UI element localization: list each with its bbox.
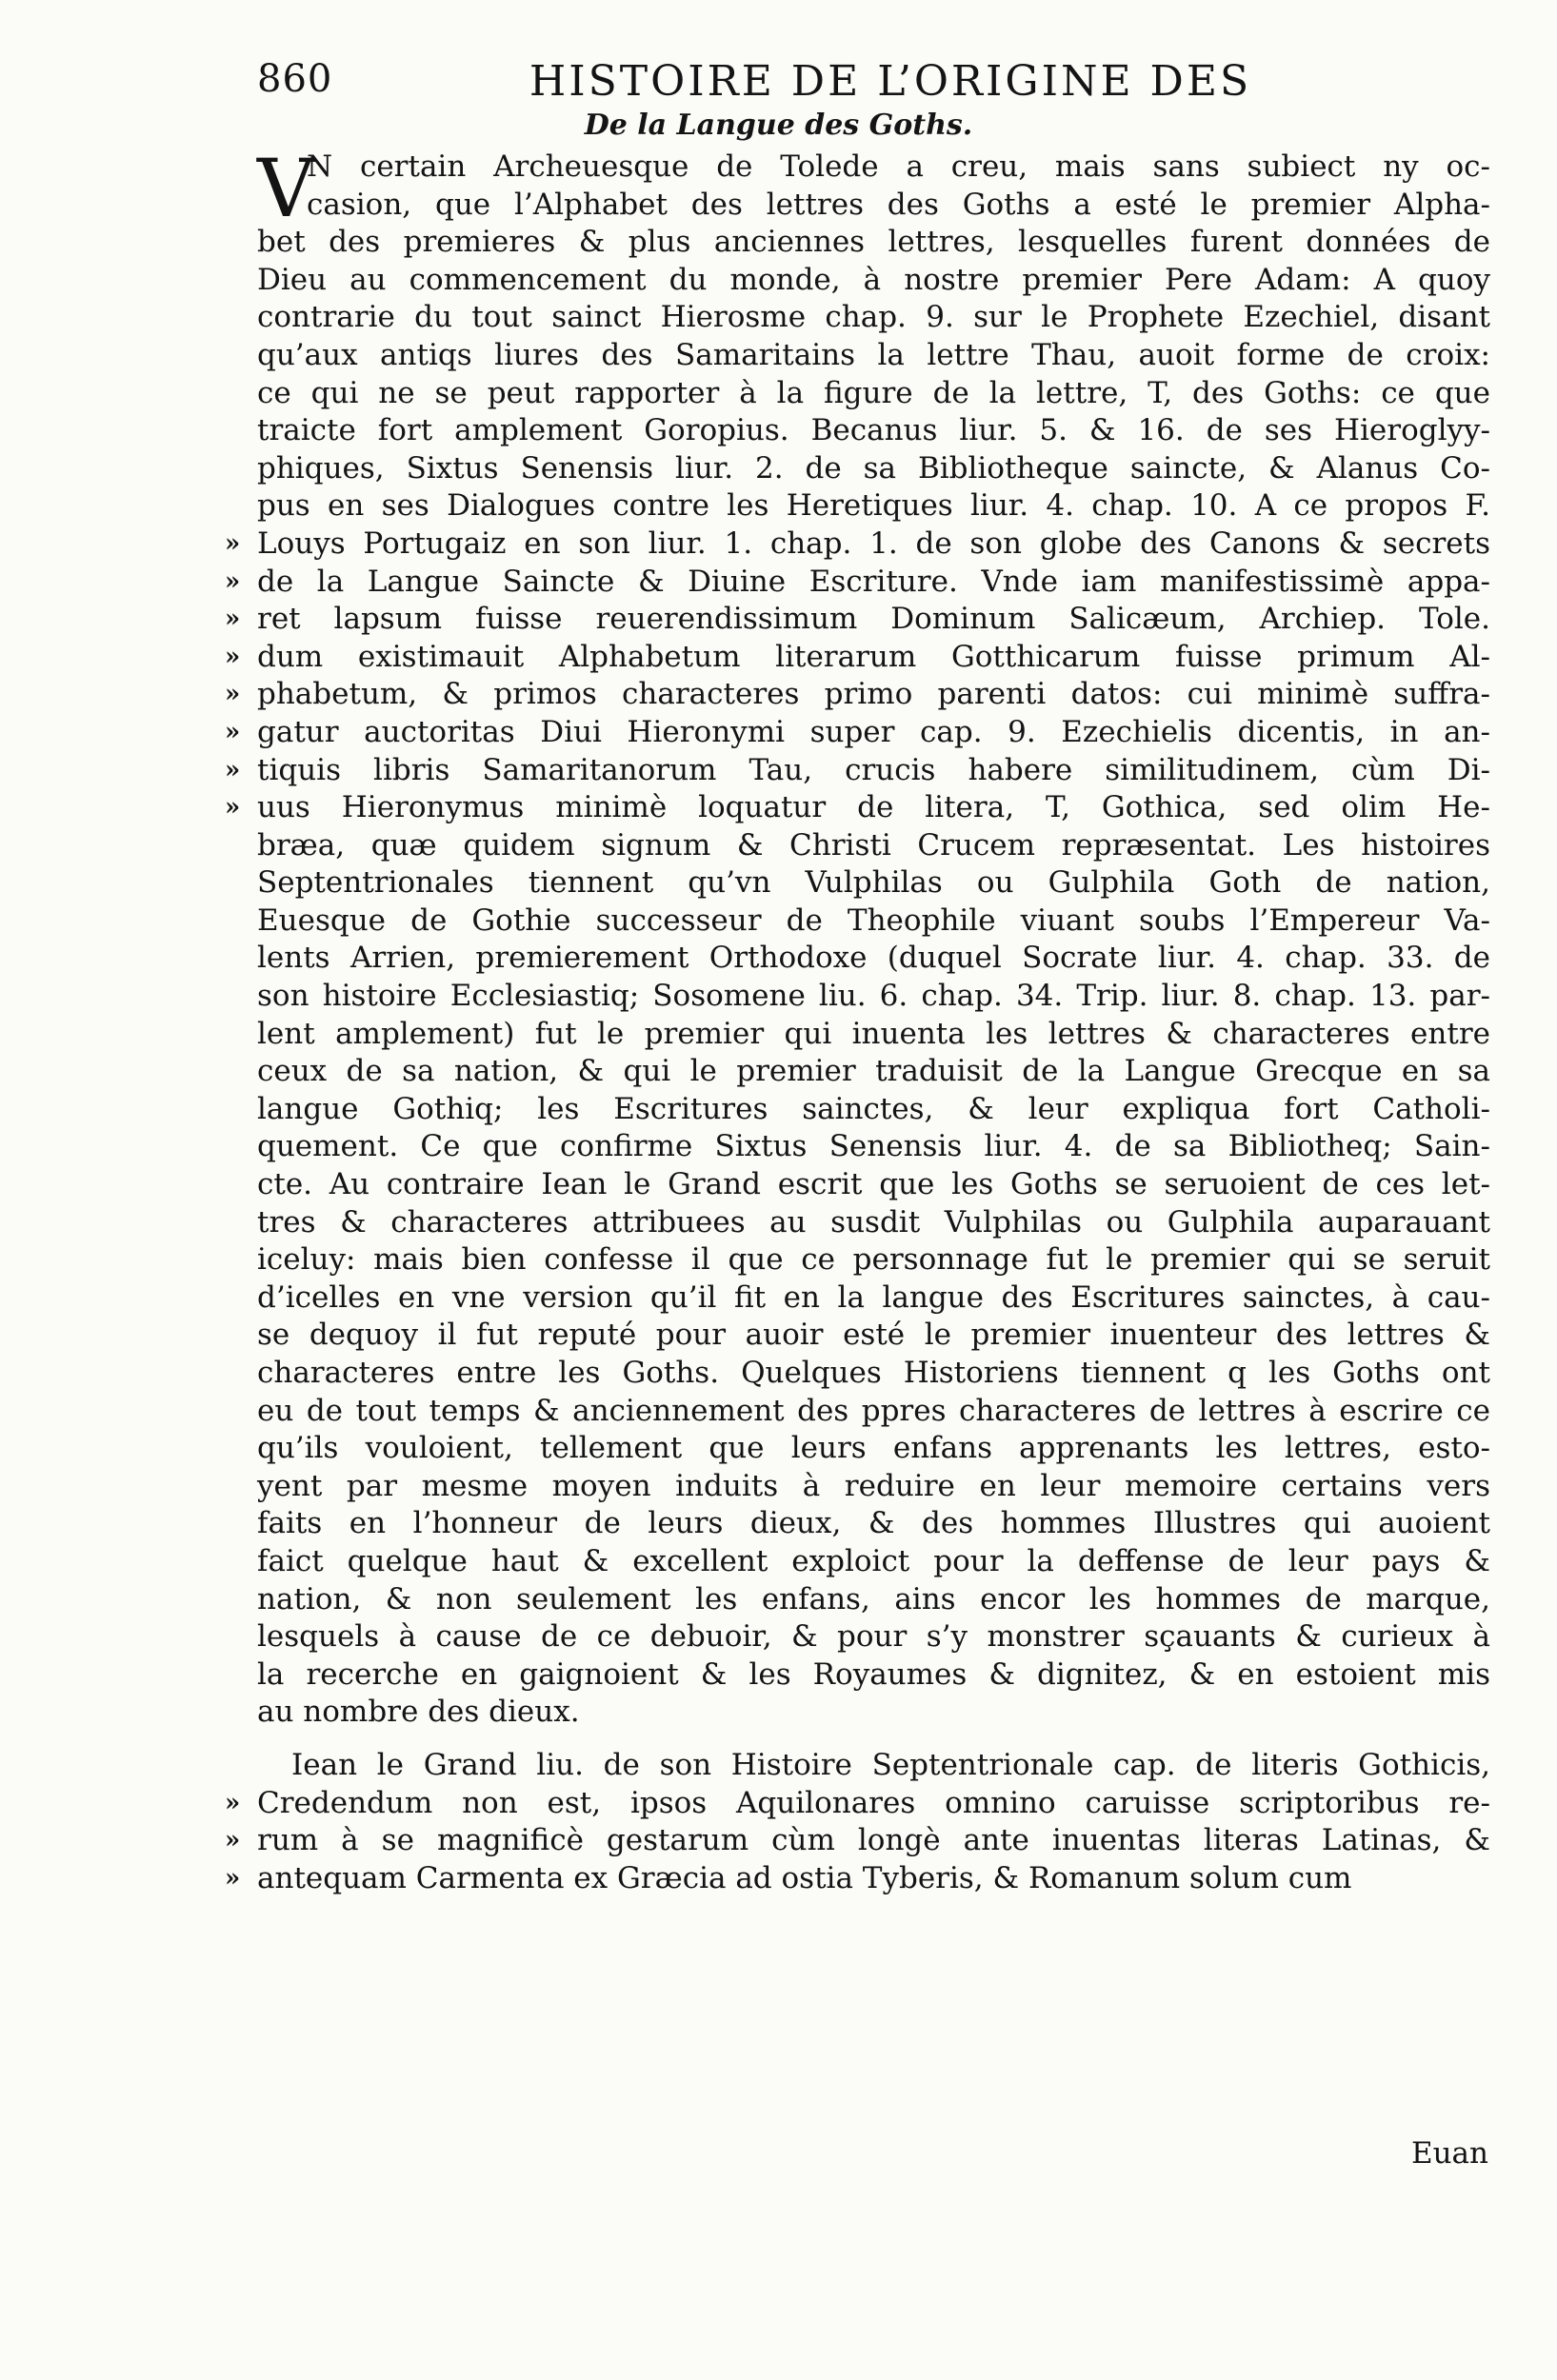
body-text [225, 142, 1490, 1897]
line-text: d’icelles en vne version qu’il fit en la langue des Escritures sainctes, à cau- [257, 1279, 1490, 1315]
line-text: quement. Ce que confirme Sixtus Senensis liur. 4. de sa Bibliotheq; Sain- [257, 1129, 1490, 1164]
text-line [225, 639, 1490, 677]
quotation-mark: » [225, 642, 241, 671]
line-text: Dieu au commencement du monde, à nostre premier Pere Adam: A quoy [257, 262, 1490, 297]
line-text: casion, que l’Alphabet des lettres des Goths a esté le premier Alpha- [307, 187, 1490, 222]
line-text: bet des premieres & plus anciennes lettres, lesquelles furent données de [257, 225, 1490, 260]
line-text: yent par mesme moyen induits à reduire en leur memoire certains vers [257, 1468, 1490, 1503]
text-line [257, 450, 1490, 488]
text-line [225, 714, 1490, 752]
line-text: tiquis libris Samaritanorum Tau, crucis habere similitudinem, cùm Di- [257, 752, 1490, 787]
text-line [257, 1355, 1490, 1393]
text-line [257, 412, 1490, 450]
line-text: qu’aux antiqs liures des Samaritains la lettre Thau, auoit forme de croix: [257, 337, 1490, 372]
text-line [257, 487, 1490, 526]
line-text: traicte fort amplement Goropius. Becanus liur. 5. & 16. de ses Hieroglyy- [257, 413, 1490, 448]
line-text: langue Gothiq; les Escritures sainctes, & leur expliqua fort Catholi- [257, 1091, 1490, 1126]
text-line [225, 564, 1490, 602]
line-text: lesquels à cause de ce debuoir, & pour s’y monstrer sçauants & curieux à [257, 1619, 1490, 1655]
line-text: faict quelque haut & excellent exploict pour la deffense de leur pays & [257, 1543, 1490, 1578]
text-line [257, 940, 1490, 978]
line-text: au nombre des dieux. [257, 1695, 580, 1730]
quotation-mark: » [225, 605, 241, 634]
line-text: ceux de sa nation, & qui le premier traduisit de la Langue Grecque en sa [257, 1054, 1490, 1089]
line-text: Louys Portugaiz en son liur. 1. chap. 1. de son globe des Canons & secrets [257, 526, 1490, 561]
line-text: cte. Au contraire Iean le Grand escrit que les Goths se seruoient de ces let- [257, 1167, 1490, 1202]
line-text: Credendum non est, ipsos Aquilonares omnino caruisse scriptoribus re- [257, 1785, 1490, 1820]
quotation-mark: » [225, 717, 241, 746]
line-text: uus Hieronymus minimè loquatur de litera, T, Gothica, sed olim He- [257, 790, 1490, 825]
line-text: nation, & non seulement les enfans, ains encor les hommes de marque, [257, 1581, 1490, 1616]
line-text: lents Arrien, premierement Orthodoxe (duquel Socrate liur. 4. chap. 33. de [257, 941, 1490, 976]
text-line [257, 299, 1490, 337]
line-text: phabetum, & primos characteres primo parenti datos: cui minimè suffra- [257, 677, 1490, 712]
catchword: Euan [1410, 2136, 1488, 2171]
text-line [225, 752, 1490, 790]
text-line [257, 1468, 1490, 1506]
text-line [225, 789, 1490, 827]
drop-cap: V [257, 142, 315, 235]
text-line [257, 1016, 1490, 1054]
line-text: Iean le Grand liu. de son Histoire Septentrionale cap. de literis Gothicis, [291, 1747, 1490, 1782]
text-line [257, 1128, 1490, 1166]
text-line [225, 676, 1490, 714]
line-text: bræa, quæ quidem signum & Christi Crucem repræsentat. Les histoires [257, 827, 1490, 863]
line-text: ret lapsum fuisse reuerendissimum Dominum Salicæum, Archiep. Tole. [257, 602, 1490, 637]
text-line [257, 1166, 1490, 1204]
text-line [257, 187, 1490, 225]
paragraph-2 [225, 1747, 1490, 1897]
text-line [257, 1505, 1490, 1543]
line-text: iceluy: mais bien confesse il que ce personnage fut le premier qui se seruit [257, 1242, 1490, 1278]
paragraph-gap [257, 1732, 1490, 1747]
text-line [257, 827, 1490, 865]
text-line [257, 1618, 1490, 1656]
quotation-mark: » [225, 680, 241, 709]
text-line [225, 526, 1490, 564]
text-line [225, 601, 1490, 639]
page-header [257, 57, 1486, 114]
line-text: se dequoy il fut reputé pour auoir esté le premier inuenteur des lettres & [257, 1318, 1490, 1353]
quotation-mark: » [225, 793, 241, 823]
line-text: dum existimauit Alphabetum literarum Gotthicarum fuisse primum Al- [257, 639, 1490, 674]
line-text: qu’ils vouloient, tellement que leurs enfans apprenants les lettres, esto- [257, 1431, 1490, 1466]
line-text: son histoire Ecclesiastiq; Sosomene liu. 6. chap. 34. Trip. liur. 8. chap. 13. par- [257, 979, 1490, 1014]
text-line [225, 1822, 1490, 1860]
line-text: ce qui ne se peut rapporter à la figure de la lettre, T, des Goths: ce que [257, 375, 1490, 410]
text-line [257, 1747, 1490, 1785]
quotation-mark: » [225, 755, 241, 784]
text-line [257, 978, 1490, 1016]
line-text: Septentrionales tiennent qu’vn Vulphilas ou Gulphila Goth de nation, [257, 865, 1490, 901]
text-line [257, 902, 1490, 941]
line-text: de la Langue Saincte & Diuine Escriture. Vnde iam manifestissimè appa- [257, 564, 1490, 599]
line-text: rum à se magnificè gestarum cùm longè ante inuentas literas Latinas, & [257, 1823, 1490, 1858]
quotation-mark: » [225, 528, 241, 558]
text-line [225, 1785, 1490, 1823]
line-text: N certain Archeuesque de Tolede a creu, mais sans subiect ny oc- [307, 149, 1490, 184]
line-text: contrarie du tout sainct Hierosme chap. 9. sur le Prophete Ezechiel, disant [257, 300, 1490, 335]
line-text: eu de tout temps & anciennement des ppres characteres de lettres à escrire ce [257, 1393, 1490, 1428]
line-text: phiques, Sixtus Senensis liur. 2. de sa Bibliotheque saincte, & Alanus Co- [257, 450, 1490, 486]
text-line [257, 1279, 1490, 1318]
text-line [257, 1241, 1490, 1279]
quotation-mark: » [225, 1863, 241, 1893]
text-line [257, 1543, 1490, 1581]
line-text: characteres entre les Goths. Quelques Historiens tiennent q les Goths ont [257, 1356, 1490, 1390]
text-line [257, 1091, 1490, 1129]
text-line [257, 1430, 1490, 1468]
text-line [257, 375, 1490, 413]
quotation-mark: » [225, 1826, 241, 1855]
line-text: antequam Carmenta ex Græcia ad ostia Tyberis, & Romanum solum cum [257, 1860, 1352, 1895]
line-text: pus en ses Dialogues contre les Heretiques liur. 4. chap. 10. A ce propos F. [257, 488, 1490, 524]
text-line [257, 149, 1490, 187]
line-text: faits en l’honneur de leurs dieux, & des hommes Illustres qui auoient [257, 1506, 1490, 1541]
line-text: la recerche en gaignoient & les Royaumes & dignitez, & en estoient mis [257, 1656, 1490, 1692]
text-line [257, 1053, 1490, 1091]
line-text: lent amplement) fut le premier qui inuenta les lettres & characteres entre [257, 1016, 1490, 1051]
running-title: HISTOIRE DE L’ORIGINE DES [529, 57, 1252, 106]
text-line [257, 1204, 1490, 1242]
page-number: 860 [257, 57, 333, 101]
line-text: gatur auctoritas Diui Hieronymi super cap. 9. Ezechielis dicentis, in an- [257, 714, 1490, 749]
text-line [257, 1581, 1490, 1619]
section-title: De la Langue des Goths. [584, 109, 973, 142]
text-line [225, 1860, 1490, 1898]
line-text: Euesque de Gothie successeur de Theophile viuant soubs l’Empereur Va- [257, 902, 1490, 938]
text-line [257, 224, 1490, 262]
text-line [257, 1317, 1490, 1355]
text-line [257, 1393, 1490, 1431]
text-line [257, 864, 1490, 902]
quotation-mark: » [225, 1788, 241, 1817]
line-text: tres & characteres attribuees au susdit Vulphilas ou Gulphila auparauant [257, 1204, 1490, 1240]
quotation-mark: » [225, 566, 241, 596]
text-line [257, 1656, 1490, 1695]
text-line [257, 262, 1490, 300]
text-line [257, 337, 1490, 375]
paragraph-1 [225, 142, 1490, 1732]
text-line [257, 1694, 1490, 1732]
